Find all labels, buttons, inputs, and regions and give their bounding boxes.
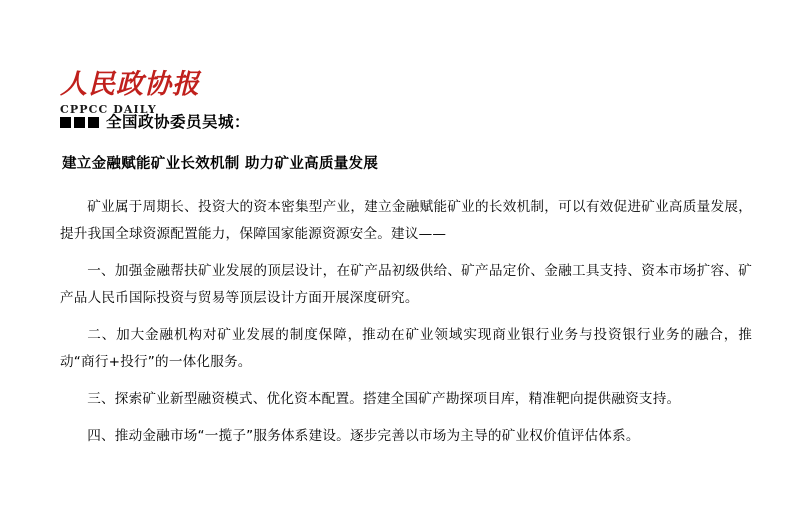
article-paragraph: 四、推动金融市场“一揽子”服务体系建设。逐步完善以市场为主导的矿业权价值评估体系。 xyxy=(87,427,640,444)
bullet-squares-icon xyxy=(60,117,99,128)
article-paragraph: 三、探索矿业新型融资模式、优化资本配置。搭建全国矿产勘探项目库，精准靶向提供融资支持。 xyxy=(87,391,681,408)
masthead-title-cn: 人民政协报 xyxy=(60,69,200,100)
article-body xyxy=(60,112,752,459)
article-paragraph: 矿业属于周期长、投资大的资本密集型产业，建立金融赋能矿业的长效机制，可以有效促进矿业高质量发展，提升我国全球资源配置能力，保障国家能源资源安全。建议—— xyxy=(60,199,752,242)
speaker-name: 全国政协委员吴城： xyxy=(106,113,251,131)
square-icon xyxy=(74,117,85,128)
masthead xyxy=(60,70,240,116)
masthead-title-en: CPPCC DAILY xyxy=(60,102,157,116)
article-paragraph: 二、加大金融机构对矿业发展的制度保障，推动在矿业领域实现商业银行业务与投资银行业务的融合，推动“商行+投行”的一体化服务。 xyxy=(60,327,752,370)
article-paragraph: 一、加强金融帮扶矿业发展的顶层设计，在矿产品初级供给、矿产品定价、金融工具支持、资本市场扩容、矿产品人民币国际投资与贸易等顶层设计方面开展深度研究。 xyxy=(60,263,752,306)
speaker-line xyxy=(60,112,752,134)
square-icon xyxy=(60,117,71,128)
article-headline: 建立金融赋能矿业长效机制 助力矿业高质量发展 xyxy=(62,155,379,172)
square-icon xyxy=(88,117,99,128)
